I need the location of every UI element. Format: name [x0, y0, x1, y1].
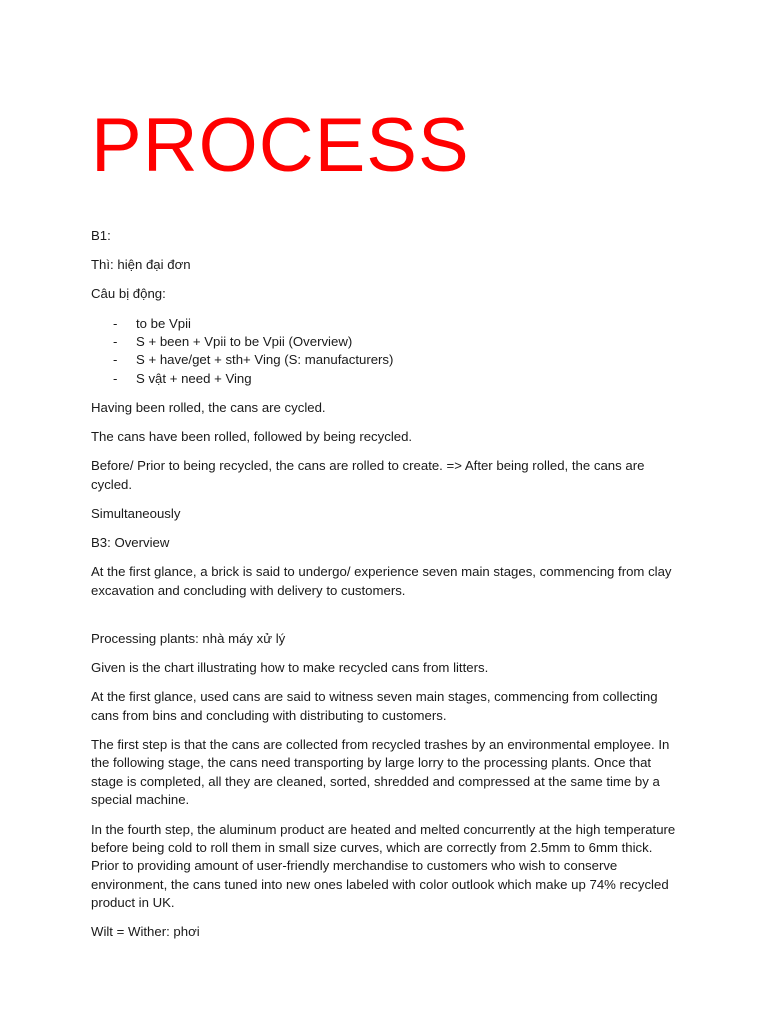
- tense-line: Thì: hiện đại đơn: [91, 257, 191, 273]
- list-item: [91, 315, 681, 333]
- page-title: PROCESS: [91, 103, 470, 188]
- paragraph-fourth-step: In the fourth step, the aluminum product are heated and melted concurrently at the high temperature before being cold to roll them in small size curves, which are correctly from 2.5mm to 6mm thick. Prior to providing amount of user-friendly merchandise to customers who wish to conserve environment, the cans tuned into new ones labeled with color outlook which make up 74% recycled product in UK.: [91, 821, 676, 911]
- b1-label: B1:: [91, 228, 111, 243]
- blank-line: [91, 611, 681, 630]
- list-item: [91, 370, 681, 388]
- overview-brick: At the first glance, a brick is said to undergo/ experience seven main stages, commencing from clay excavation and concluding with delivery to customers.: [91, 564, 672, 598]
- paragraph-first-step: The first step is that the cans are collected from recycled trashes by an environmental employee. In the following stage, the cans need transporting by large lorry to the processing plants. Once that stage is completed, all they are cleaned, sorted, shredded and compressed at the same time by a special machine.: [91, 737, 670, 808]
- document-body: [91, 227, 681, 953]
- passive-label: Câu bị động:: [91, 286, 166, 302]
- b3-label: B3: Overview: [91, 535, 170, 551]
- list-item-text: S + have/get + sth+ Ving (S: manufacturers): [136, 352, 394, 368]
- processing-plants: Processing plants: nhà máy xử lý: [91, 631, 286, 647]
- sentence-rolled: Having been rolled, the cans are cycled.: [91, 400, 326, 416]
- list-dash: -: [113, 334, 118, 350]
- list-dash: -: [113, 315, 118, 331]
- list-item: [91, 333, 681, 351]
- list-item-text: S + been + Vpii to be Vpii (Overview): [136, 334, 353, 350]
- list-item-text: to be Vpii: [136, 315, 191, 331]
- given-sentence: Given is the chart illustrating how to make recycled cans from litters.: [91, 660, 489, 676]
- list-dash: -: [113, 352, 118, 368]
- overview-cans: At the first glance, used cans are said to witness seven main stages, commencing from collecting cans from bins and concluding with distributing to customers.: [91, 689, 658, 723]
- list-item: [91, 351, 681, 369]
- sentence-simultaneously: Simultaneously: [91, 506, 181, 522]
- passive-list: [91, 315, 681, 389]
- sentence-followed: The cans have been rolled, followed by being recycled.: [91, 429, 413, 445]
- wilt-note: Wilt = Wither: phơi: [91, 924, 200, 940]
- sentence-before: Before/ Prior to being recycled, the cans are rolled to create. => After being rolled, the cans are cycled.: [91, 458, 645, 492]
- list-dash: -: [113, 370, 118, 386]
- list-item-text: S vật + need + Ving: [136, 370, 252, 386]
